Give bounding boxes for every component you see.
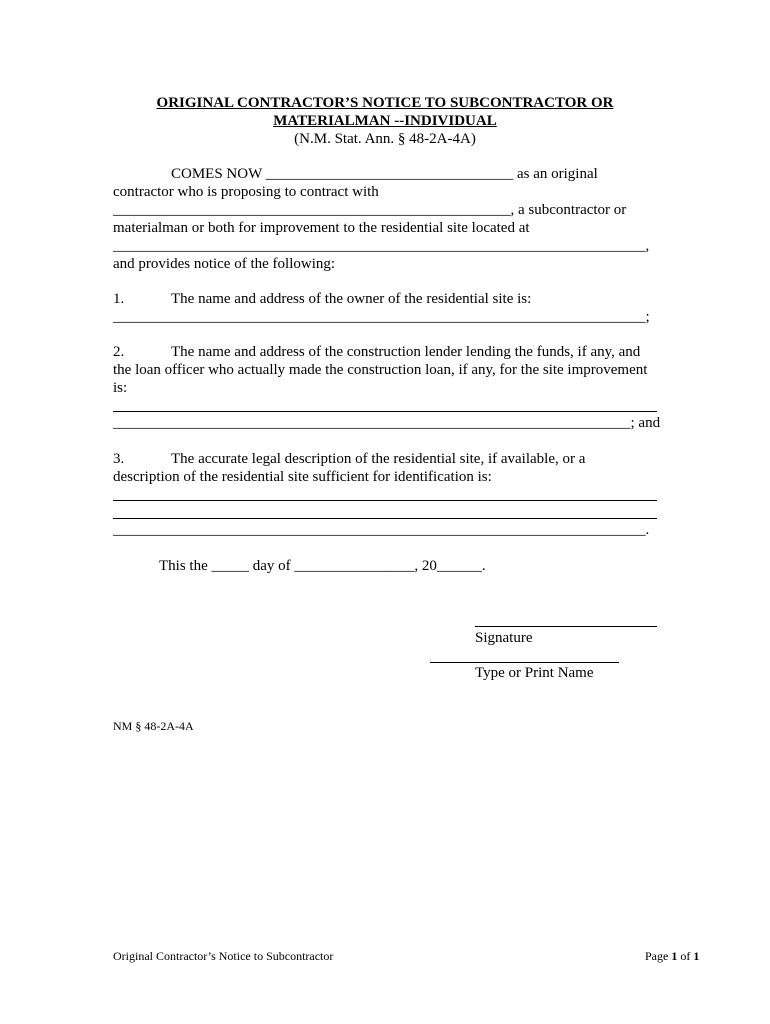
item-2-text-line3: is: [113,380,128,396]
footer-document-title: Original Contractor’s Notice to Subcontractor [113,949,334,963]
intro-line-4: materialman or both for improvement to the residential site located at [113,220,530,236]
item-2-text-line1: The name and address of the construction lender lending the funds, if any, and [171,344,641,360]
item-3-blank-rule-1 [113,500,657,501]
signature-line [475,626,657,627]
comes-now-line: COMES NOW _________________________________ as an original [171,166,598,182]
item-2-number: 2. [113,344,125,360]
date-line: This the _____ day of ________________, 20______. [159,558,486,574]
print-name-line [430,662,619,663]
item-3-text-line2: description of the residential site sufficient for identification is: [113,469,492,485]
item-3-blank-end: _______________________________________________________________________. [113,522,650,538]
item-1-blank-line: _______________________________________________________________________; [113,309,650,325]
item-1-text: The name and address of the owner of the residential site is: [171,291,532,307]
of-word: of [680,949,691,963]
signature-label: Signature [475,630,533,646]
current-page: 1 [671,949,678,963]
page-word: Page [645,949,669,963]
item-3-blank-rule-2 [113,518,657,519]
item-3-number: 3. [113,451,125,467]
print-name-label: Type or Print Name [475,665,594,681]
intro-line-3: _____________________________________________________, a subcontractor or [113,202,627,218]
intro-line-5: _______________________________________________________________________, [113,238,650,254]
document-title-line1: ORIGINAL CONTRACTOR’S NOTICE TO SUBCONTRACTOR OR [156,95,614,111]
item-2-text-line2: the loan officer who actually made the construction loan, if any, for the site improvement [113,362,648,378]
statute-citation: (N.M. Stat. Ann. § 48-2A-4A) [294,131,476,147]
statute-reference: NM § 48-2A-4A [113,719,194,733]
item-1-number: 1. [113,291,125,307]
total-pages: 1 [693,949,700,963]
item-2-blank-rule [113,411,657,412]
document-title-line2: MATERIALMAN --INDIVIDUAL [273,113,497,129]
intro-line-2: contractor who is proposing to contract with [113,184,379,200]
item-3-text-line1: The accurate legal description of the residential site, if available, or a [171,451,586,467]
intro-line-6: and provides notice of the following: [113,256,336,272]
footer-page-number [645,949,699,963]
item-2-blank-end: _____________________________________________________________________; and [113,415,661,431]
